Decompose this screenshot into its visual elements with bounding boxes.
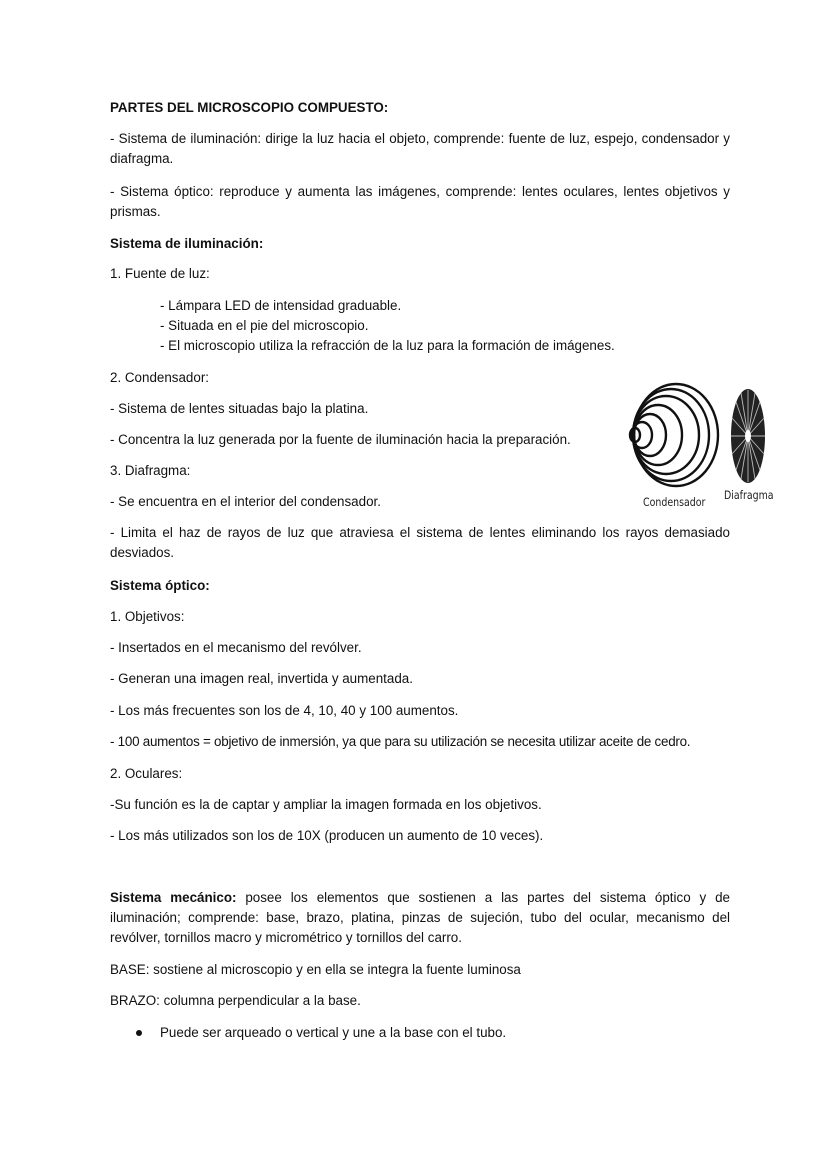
heading-sistema-mecanico: Sistema mecánico: [110,890,237,905]
fuente-luz-item: - Lámpara LED de intensidad graduable. [160,298,402,313]
objetivos-item: - Los más frecuentes son los de 4, 10, 40 y 100 aumentos. [110,703,459,718]
objetivos-item: - Generan una imagen real, invertida y aumentada. [110,671,413,686]
intro-optico: - Sistema óptico: reproduce y aumenta las imágenes, comprende: lentes oculares, lentes objetivos y prismas. [110,184,730,219]
brazo-bullet-item: Puede ser arqueado o vertical y une a la base con el tubo. [160,1025,507,1040]
base-definition: BASE: sostiene al microscopio y en ella se integra la fuente luminosa [110,962,521,977]
sistema-mecanico-paragraph [110,888,730,948]
sistema-mecanico-text: posee los elementos que sostienen a las partes del sistema óptico y de iluminación; comprende: base, brazo, platina, pinzas de sujeción, tubo del ocular, mecanismo del revólver, tornillos macro y micrométrico y tornillos del carro. [110,890,730,945]
oculares-title: 2. Oculares: [110,766,183,781]
label-diafragma: Diafragma [724,488,774,502]
condensador-ring [633,389,709,481]
condensador-diafragma-figure [618,378,778,518]
oculares-item: - Los más utilizados son los de 10X (producen un aumento de 10 veces). [110,828,544,843]
bullet-icon [136,1030,142,1036]
brazo-definition: BRAZO: columna perpendicular a la base. [110,993,361,1008]
fuente-luz-item: - Situada en el pie del microscopio. [160,318,369,333]
fuente-luz-title: 1. Fuente de luz: [110,266,210,281]
label-condensador: Condensador [643,495,706,509]
objetivos-title: 1. Objetivos: [110,609,185,624]
condensador-item: - Sistema de lentes situadas bajo la platina. [110,401,369,416]
condensador-diafragma-illustration [618,378,778,488]
diafragma-item: - Se encuentra en el interior del condensador. [110,494,381,509]
condensador-item: - Concentra la luz generada por la fuente de iluminación hacia la preparación. [110,432,571,447]
diafragma-disc [731,389,765,483]
diafragma-title: 3. Diafragma: [110,463,191,478]
diafragma-item: - Limita el haz de rayos de luz que atraviesa el sistema de lentes eliminando los rayos demasiado desviados. [110,525,730,560]
objetivos-item: - Insertados en el mecanismo del revólver. [110,640,362,655]
heading-sistema-iluminacion: Sistema de iluminación: [110,236,264,251]
heading-sistema-optico: Sistema óptico: [110,578,210,593]
intro-iluminacion: - Sistema de iluminación: dirige la luz hacia el objeto, comprende: fuente de luz, espejo, condensador y diafragma. [110,131,730,166]
document-title: PARTES DEL MICROSCOPIO COMPUESTO: [110,100,389,115]
condensador-ring [634,405,682,465]
fuente-luz-item: - El microscopio utiliza la refracción de la luz para la formación de imágenes. [160,338,615,353]
condensador-title: 2. Condensador: [110,370,210,385]
oculares-item: -Su función es la de captar y ampliar la imagen formada en los objetivos. [110,797,542,812]
objetivos-item: - 100 aumentos = objetivo de inmersión, ya que para su utilización se necesita utilizar aceite de cedro. [110,734,691,749]
